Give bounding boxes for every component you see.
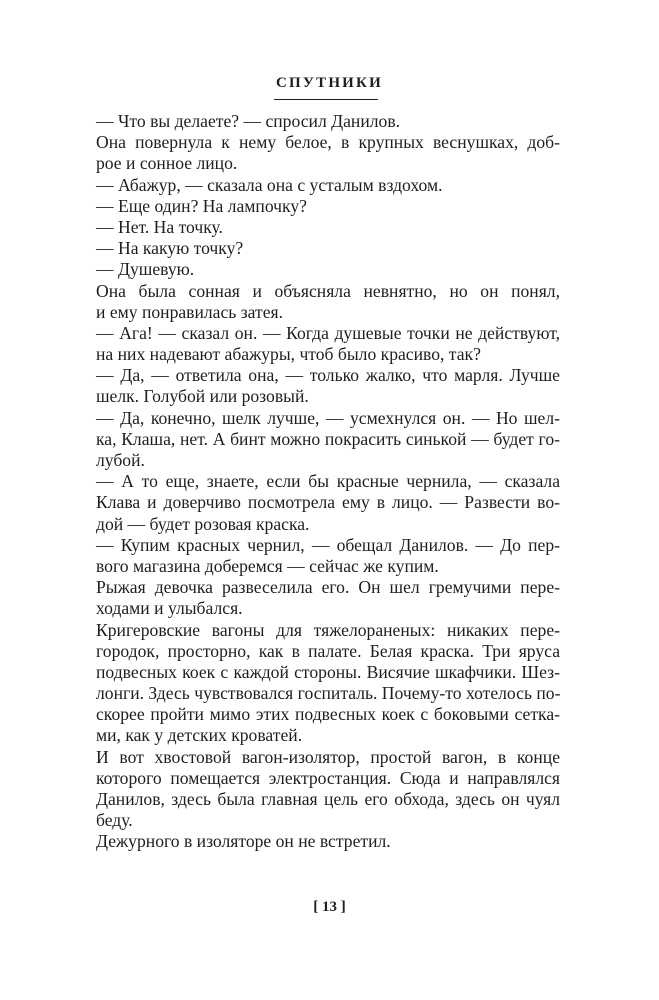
text-line: скорее пройти мимо этих подвесных коек с боковыми сетка-	[96, 704, 560, 725]
text-line: Рыжая девочка развеселила его. Он шел гремучими пере-	[96, 577, 560, 598]
text-line: лубой.	[96, 450, 145, 470]
text-line: подвесных коек с каждой стороны. Висячие шкафчики. Шез-	[96, 661, 560, 682]
running-head: СПУТНИКИ	[276, 75, 383, 91]
text-line: — На какую точку?	[96, 238, 244, 259]
text-line: которого помещается электростанция. Сюда и направлялся	[96, 767, 560, 788]
text-line: рое и сонное лицо.	[96, 153, 238, 174]
text-line: — Нет. На точку.	[96, 216, 223, 237]
text-line: Данилов, здесь была главная цель его обхода, здесь он чуял	[96, 789, 560, 809]
text-line: беду.	[96, 810, 133, 831]
text-line: Она была сонная и объясняла невнятно, но он понял,	[96, 280, 560, 301]
text-line: — Ага! — сказал он. — Когда душевые точки не действуют,	[96, 322, 560, 343]
text-line: ходами и улыбался.	[96, 598, 243, 619]
text-line: — Душевую.	[96, 259, 195, 280]
text-line: — Еще один? На лампочку?	[96, 195, 307, 216]
text-line: ка, Клаша, нет. А бинт можно покрасить синькой — будет го-	[96, 428, 560, 449]
body-text	[96, 111, 560, 853]
text-line: на них надевают абажуры, чтоб было красиво, так?	[96, 344, 481, 365]
text-line: Дежурного в изоляторе он не встретил.	[96, 831, 391, 852]
text-line: и ему понравилась затея.	[96, 301, 284, 322]
text-line: Она повернула к нему белое, в крупных веснушках, доб-	[96, 132, 560, 153]
text-line: — А то еще, знаете, если бы красные чернила, — сказала	[96, 471, 560, 492]
text-line: шелк. Голубой или розовый.	[96, 386, 309, 407]
text-line: лонги. Здесь чувствовался госпиталь. Почему-то хотелось по-	[96, 683, 561, 704]
text-line: городок, просторно, как в палате. Белая краска. Три яруса	[96, 640, 560, 661]
text-line: И вот хвостовой вагон-изолятор, простой вагон, в конце	[96, 746, 560, 767]
page-number: [ 13 ]	[313, 899, 346, 915]
text-line: Кригеровские вагоны для тяжелораненых: никаких пере-	[96, 619, 560, 640]
text-line: вого магазина доберемся — сейчас же купим.	[96, 555, 439, 576]
running-head-rule	[274, 99, 378, 100]
text-line: Клава и доверчиво посмотрела ему в лицо. — Развести во-	[96, 492, 560, 513]
text-line: — Что вы делаете? — спросил Данилов.	[96, 111, 401, 131]
text-line: — Купим красных чернил, — обещал Данилов. — До пер-	[96, 534, 560, 555]
text-line: — Да, конечно, шелк лучше, — усмехнулся он. — Но шел-	[96, 407, 560, 428]
text-line: дой — будет розовая краска.	[96, 513, 310, 534]
text-line: — Да, — ответила она, — только жалко, что марля. Лучше	[96, 365, 560, 386]
text-line: — Абажур, — сказала она с усталым вздохом.	[96, 174, 443, 195]
text-line: ми, как у детских кроватей.	[96, 725, 303, 746]
